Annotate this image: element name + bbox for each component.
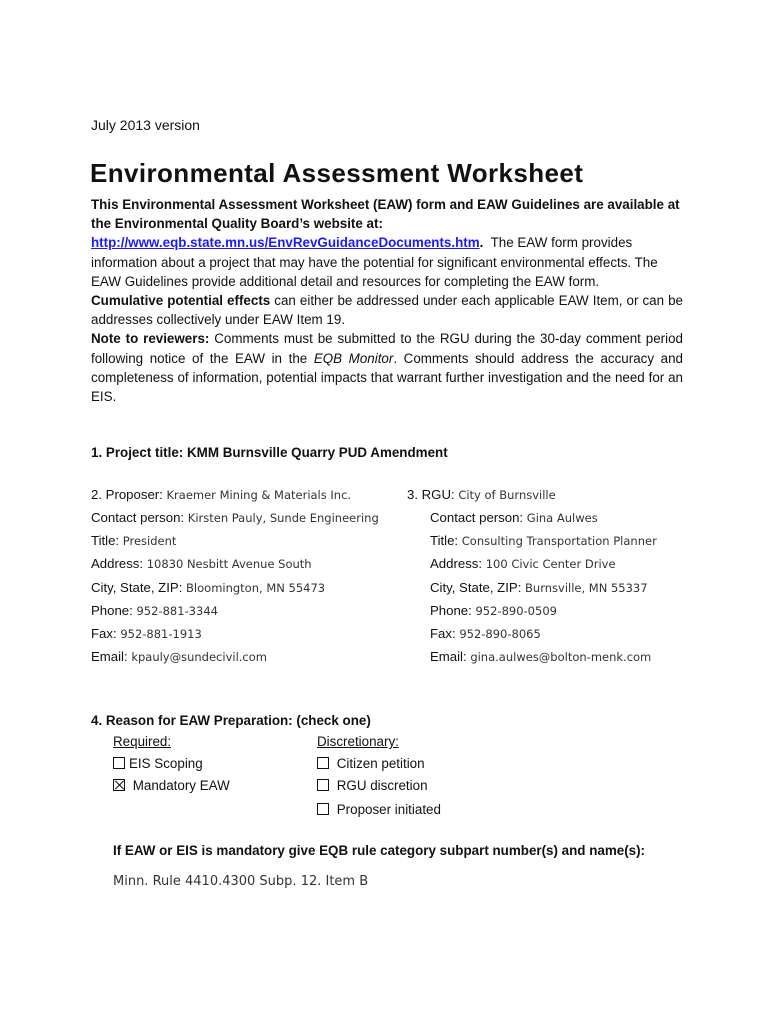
eis-scoping-checkbox[interactable] bbox=[113, 757, 125, 769]
reason-heading: 4. Reason for EAW Preparation: (check one) bbox=[91, 713, 371, 728]
cumulative-paragraph bbox=[91, 291, 683, 329]
reviewers-text-2: . Comments should address the accuracy and completeness of information, potential impacts that warrant further investigation and the need for an EIS. bbox=[91, 350, 683, 405]
proposer-initiated-checkbox[interactable] bbox=[317, 803, 329, 815]
eis-scoping-option[interactable]: EIS Scoping bbox=[113, 756, 203, 771]
citizen-petition-option[interactable]: Citizen petition bbox=[317, 756, 425, 771]
proposer-heading: 2. Proposer: Kraemer Mining & Materials Inc. bbox=[91, 487, 352, 502]
rgu-discretion-checkbox[interactable] bbox=[317, 779, 329, 791]
link-suffix: . bbox=[479, 235, 484, 251]
version-label: July 2013 version bbox=[91, 117, 200, 133]
rgu-name: City of Burnsville bbox=[458, 488, 556, 502]
project-title: 1. Project title: KMM Burnsville Quarry PUD Amendment bbox=[91, 445, 448, 460]
rule-value: Minn. Rule 4410.4300 Subp. 12. Item B bbox=[113, 874, 369, 889]
intro-section bbox=[91, 195, 683, 406]
availability-text: This Environmental Assessment Worksheet (EAW) form and EAW Guidelines are available at the Environmental Quality Board’s website at: bbox=[91, 197, 680, 232]
rgu-discretion-option[interactable]: RGU discretion bbox=[317, 778, 428, 793]
description-text: The EAW form provides information about a project that may have the potential for significant environmental effects. The EAW Guidelines provide additional detail and resources for completing the EAW form. bbox=[91, 235, 658, 289]
proposer-contact: Contact person: Kirsten Pauly, Sunde Engineering bbox=[91, 510, 379, 525]
reviewers-paragraph bbox=[91, 329, 683, 406]
reviewers-label: Note to reviewers: bbox=[91, 331, 210, 347]
cumulative-label: Cumulative potential effects bbox=[91, 293, 271, 309]
mandatory-eaw-checkbox[interactable] bbox=[113, 779, 125, 791]
document-title: Environmental Assessment Worksheet bbox=[90, 158, 584, 188]
reviewers-text-1: Comments must be submitted to the RGU during the 30-day comment period following notice of the EAW in the bbox=[91, 331, 683, 366]
citizen-petition-checkbox[interactable] bbox=[317, 757, 329, 769]
proposer-title: Title: President bbox=[91, 533, 177, 548]
proposer-fax: Fax: 952-881-1913 bbox=[91, 626, 202, 641]
required-label: Required: bbox=[113, 734, 172, 749]
rgu-fax: Fax: 952-890-8065 bbox=[430, 626, 541, 641]
proposer-initiated-option[interactable]: Proposer initiated bbox=[317, 802, 441, 817]
mandatory-eaw-option[interactable]: Mandatory EAW bbox=[113, 778, 230, 793]
proposer-address: Address: 10830 Nesbitt Avenue South bbox=[91, 556, 312, 571]
rgu-heading: 3. RGU: City of Burnsville bbox=[407, 487, 556, 502]
intro-availability bbox=[91, 195, 683, 291]
cumulative-text: can either be addressed under each applicable EAW Item, or can be addresses collectively under EAW Item 19. bbox=[91, 293, 684, 328]
mandatory-rule-label: If EAW or EIS is mandatory give EQB rule category subpart number(s) and name(s): bbox=[113, 843, 646, 858]
proposer-city: City, State, ZIP: Bloomington, MN 55473 bbox=[91, 580, 326, 595]
proposer-name: Kraemer Mining & Materials Inc. bbox=[166, 488, 352, 502]
discretionary-label: Discretionary: bbox=[317, 734, 399, 749]
guidance-link[interactable]: http://www.eqb.state.mn.us/EnvRevGuidanceDocuments.htm bbox=[91, 235, 480, 251]
eqb-monitor: EQB Monitor bbox=[313, 350, 394, 366]
proposer-phone: Phone: 952-881-3344 bbox=[91, 603, 218, 618]
rgu-email: Email: gina.aulwes@bolton-menk.com bbox=[430, 649, 652, 664]
rgu-phone: Phone: 952-890-0509 bbox=[430, 603, 557, 618]
rgu-contact: Contact person: Gina Aulwes bbox=[430, 510, 598, 525]
rgu-address: Address: 100 Civic Center Drive bbox=[430, 556, 616, 571]
rgu-city: City, State, ZIP: Burnsville, MN 55337 bbox=[430, 580, 648, 595]
proposer-email: Email: kpauly@sundecivil.com bbox=[91, 649, 267, 664]
rgu-title: Title: Consulting Transportation Planner bbox=[430, 533, 657, 548]
